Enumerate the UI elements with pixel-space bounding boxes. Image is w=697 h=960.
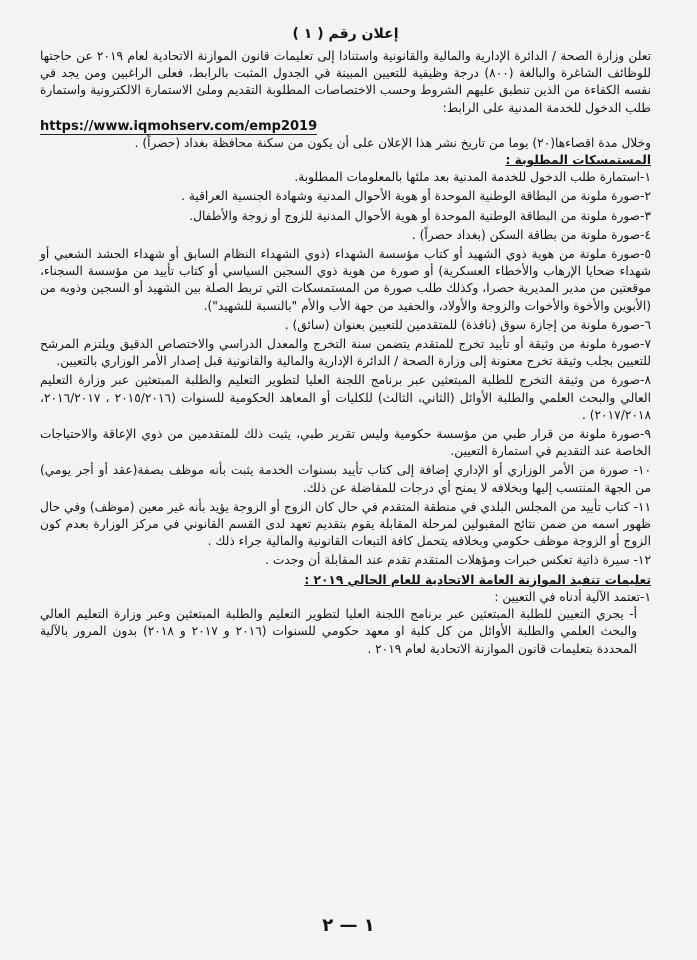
application-period: وخلال مدة اقصاءها(٢٠) يوما من تاريخ نشر هذا الإعلان على أن يكون من سكنة محافظة بغداد (حصراً) . (134, 135, 651, 150)
list-item: ١١- كتاب تأييد من المجلس البلدي في منطقة المتقدم في حال كان الزوج أو الزوجة يؤيد بأنه غير معين (موظف) وفي حال ظهور اسمه من ضمن نتائج المقبولين لمرحلة المقابلة يقوم بتقديم تعهد لدى القسم القانوني في مركز الوزارة بعدم كون الزوج أو الزوجة موظف حكومي وبخلافه يتحمل كافة التبعات القانونية والمالية جراء ذلك . (40, 499, 652, 549)
list-item: ٤-صورة ملونة من بطاقة السكن (بغداد حصراً) . (411, 227, 651, 242)
list-item: ١٢- سيرة ذاتية تعكس خبرات ومؤهلات المتقدم تقدم عند المقابلة أن وجدت . (265, 553, 651, 568)
list-item: ٥-صورة ملونة من هوية ذوي الشهيد أو كتاب مؤسسة الشهداء (ذوي الشهداء النظام السابق أو شهداء الحشد الشعبي أو شهداء ضحايا الإرهاب والأخطاء العسكرية) أو صورة من هوية ذوي السجين السياسي أو كتاب تأييد من مؤسسة السجناء، موقعتين من مدير المديرية حصرا، وكذلك طلب صورة من المستمسكات التي تربط الصلة بين الشهيد أو السجين وذويه من (الأبوين والأخوة والأخوات والزوجة والأولاد، والحفيد من جهة الأب والأم "بالنسبة للشهيد"). (40, 247, 651, 313)
list-item: ٨-صورة من وثيقة التخرج للطلبة المبتعثين عبر برنامج اللجنة العليا لتطوير التعليم والطلبة المبتعثين عبر وزارة التعليم العالي والبحث العلمي والطلبة الأوائل (الثاني، الثالث) للكليات أو المعاهد الحكومية للسنوات (٢٠١٥/٢٠١٦ ، ٢٠١٦/٢٠١٧، ٢٠١٧/٢٠١٨) . (40, 373, 651, 422)
list-item: ٢-صورة ملونة من البطاقة الوطنية الموحدة أو هوية الأحوال المدنية وشهادة الجنسية العراقية . (181, 189, 651, 204)
list-item: ١-استمارة طلب الدخول للخدمة المدنية بعد ملئها بالمعلومات المطلوبة. (294, 170, 651, 185)
list-item: ٧-صورة ملونة من وثيقة أو تأييد تخرج للمتقدم يتضمن سنة التخرج والمعدل الدراسي والاختصاص الدقيق ويلتزم المرشح للتعيين بجلب وثيقة تخرج معنونة إلى وزارة الصحة / الدائرة الإدارية والمالية والقانونية قبل إصدار الأمر الوزاري بالتعيين. (40, 337, 651, 369)
documents-list (40, 169, 651, 569)
application-url[interactable]: https://www.iqmohserv.com/emp2019 (40, 118, 318, 134)
instructions-sub-a: أ- يجري التعيين للطلبة المبتعثين عبر برنامج اللجنة العليا لتطوير التعليم والطلبة المبتعثين وعبر وزارة التعليم العالي والبحث العلمي والطلبة الأوائل من كل كلية او معهد حكومي للسنوات (٢٠١٦ و ٢٠١٧ و ٢٠١٨) بدون المرور بالآلية المحددة بتعليمات قانون الموازنة الاتحادية لعام ٢٠١٩ . (40, 607, 638, 656)
instructions-heading: تعليمات تنفيذ الموازنة العامة الاتحادية للعام الحالي ٢٠١٩ : (304, 572, 651, 587)
list-item: ٣-صورة ملونة من البطاقة الوطنية الموحدة أو هوية الأحوال المدنية للزوج أو زوجة والأطفال. (189, 208, 651, 223)
list-item: ١٠- صورة من الأمر الوزاري أو الإداري إضافة إلى كتاب تأييد بسنوات الخدمة يثبت بأنه موظف بصفة(عقد أو أجر يومي) من الجهة المنتسب إليها وبخلافه لا يمنح أي درجات للمفاضلة عن ذلك. (40, 463, 652, 495)
page-number: ١ — ٢ (322, 914, 375, 936)
list-item: ٦-صورة ملونة من إجازة سوق (نافذة) للمتقدمين للتعيين بعنوان (سائق) . (284, 317, 651, 332)
list-item: ٩-صورة ملونة من قرار طبي من مؤسسة حكومية وليس تقرير طبي، يثبت ذلك للمتقدمين من ذوي الإعاقة والاحتياجات الخاصة عند التقديم في استمارة التعيين. (40, 427, 651, 459)
documents-heading: المستمسكات المطلوبة : (505, 153, 651, 168)
instructions-item-1: ١-تعتمد الآلية أدناه في التعيين : (494, 589, 651, 604)
announcement-title: إعلان رقم ( ١ ) (292, 26, 399, 42)
intro-paragraph: تعلن وزارة الصحة / الدائرة الإدارية والمالية والقانونية واستنادا إلى تعليمات قانون الموازنة الاتحادية لعام ٢٠١٩ عن حاجتها للوظائف الشاغرة والبالغة (٨٠٠) درجة وظيفية للتعيين المبينة في الجدول المثبت بالرابط، فعلى الراغبين ومن يجد في نفسه الكفاءة من الذين تنطبق عليهم الشروط وحسب الاختصاصات المطلوبة التقديم وملئ الاستمارة الالكترونية واستمارة طلب الدخول للخدمة المدنية على الرابط: (40, 49, 651, 115)
